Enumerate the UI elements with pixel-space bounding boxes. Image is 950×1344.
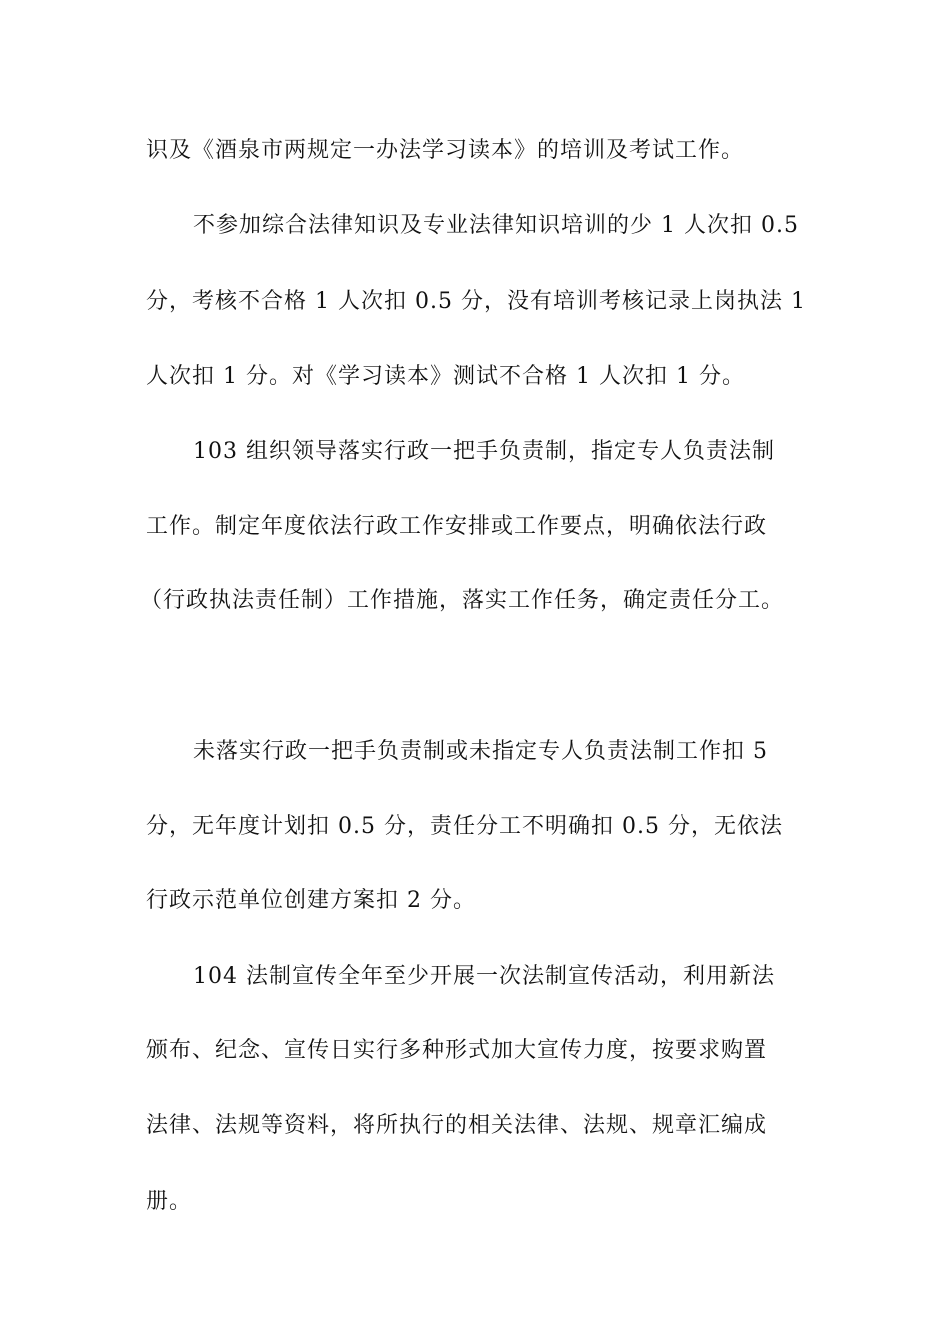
text-line: 分，无年度计划扣 0.5 分，责任分工不明确扣 0.5 分，无依法	[146, 814, 783, 839]
text-line: 分，考核不合格 1 人次扣 0.5 分，没有培训考核记录上岗执法 1	[146, 289, 806, 314]
text-line: 不参加综合法律知识及专业法律知识培训的少 1 人次扣 0.5	[193, 213, 799, 238]
text-line: （行政执法责任制）工作措施，落实工作任务，确定责任分工。	[140, 588, 785, 613]
text-line: 未落实行政一把手负责制或未指定专人负责法制工作扣 5	[193, 739, 768, 764]
text-line: 104 法制宣传全年至少开展一次法制宣传活动，利用新法	[193, 964, 775, 989]
text-line: 工作。制定年度依法行政工作安排或工作要点，明确依法行政	[146, 514, 768, 539]
text-line: 103 组织领导落实行政一把手负责制，指定专人负责法制	[193, 439, 775, 464]
text-line: 人次扣 1 分。对《学习读本》测试不合格 1 人次扣 1 分。	[146, 364, 745, 389]
text-line: 行政示范单位创建方案扣 2 分。	[146, 888, 476, 913]
text-line: 颁布、纪念、宣传日实行多种形式加大宣传力度，按要求购置	[146, 1038, 768, 1063]
text-line: 册。	[146, 1189, 193, 1214]
text-line: 法律、法规等资料，将所执行的相关法律、法规、规章汇编成	[146, 1113, 768, 1138]
text-line: 识及《酒泉市两规定一办法学习读本》的培训及考试工作。	[146, 138, 745, 163]
